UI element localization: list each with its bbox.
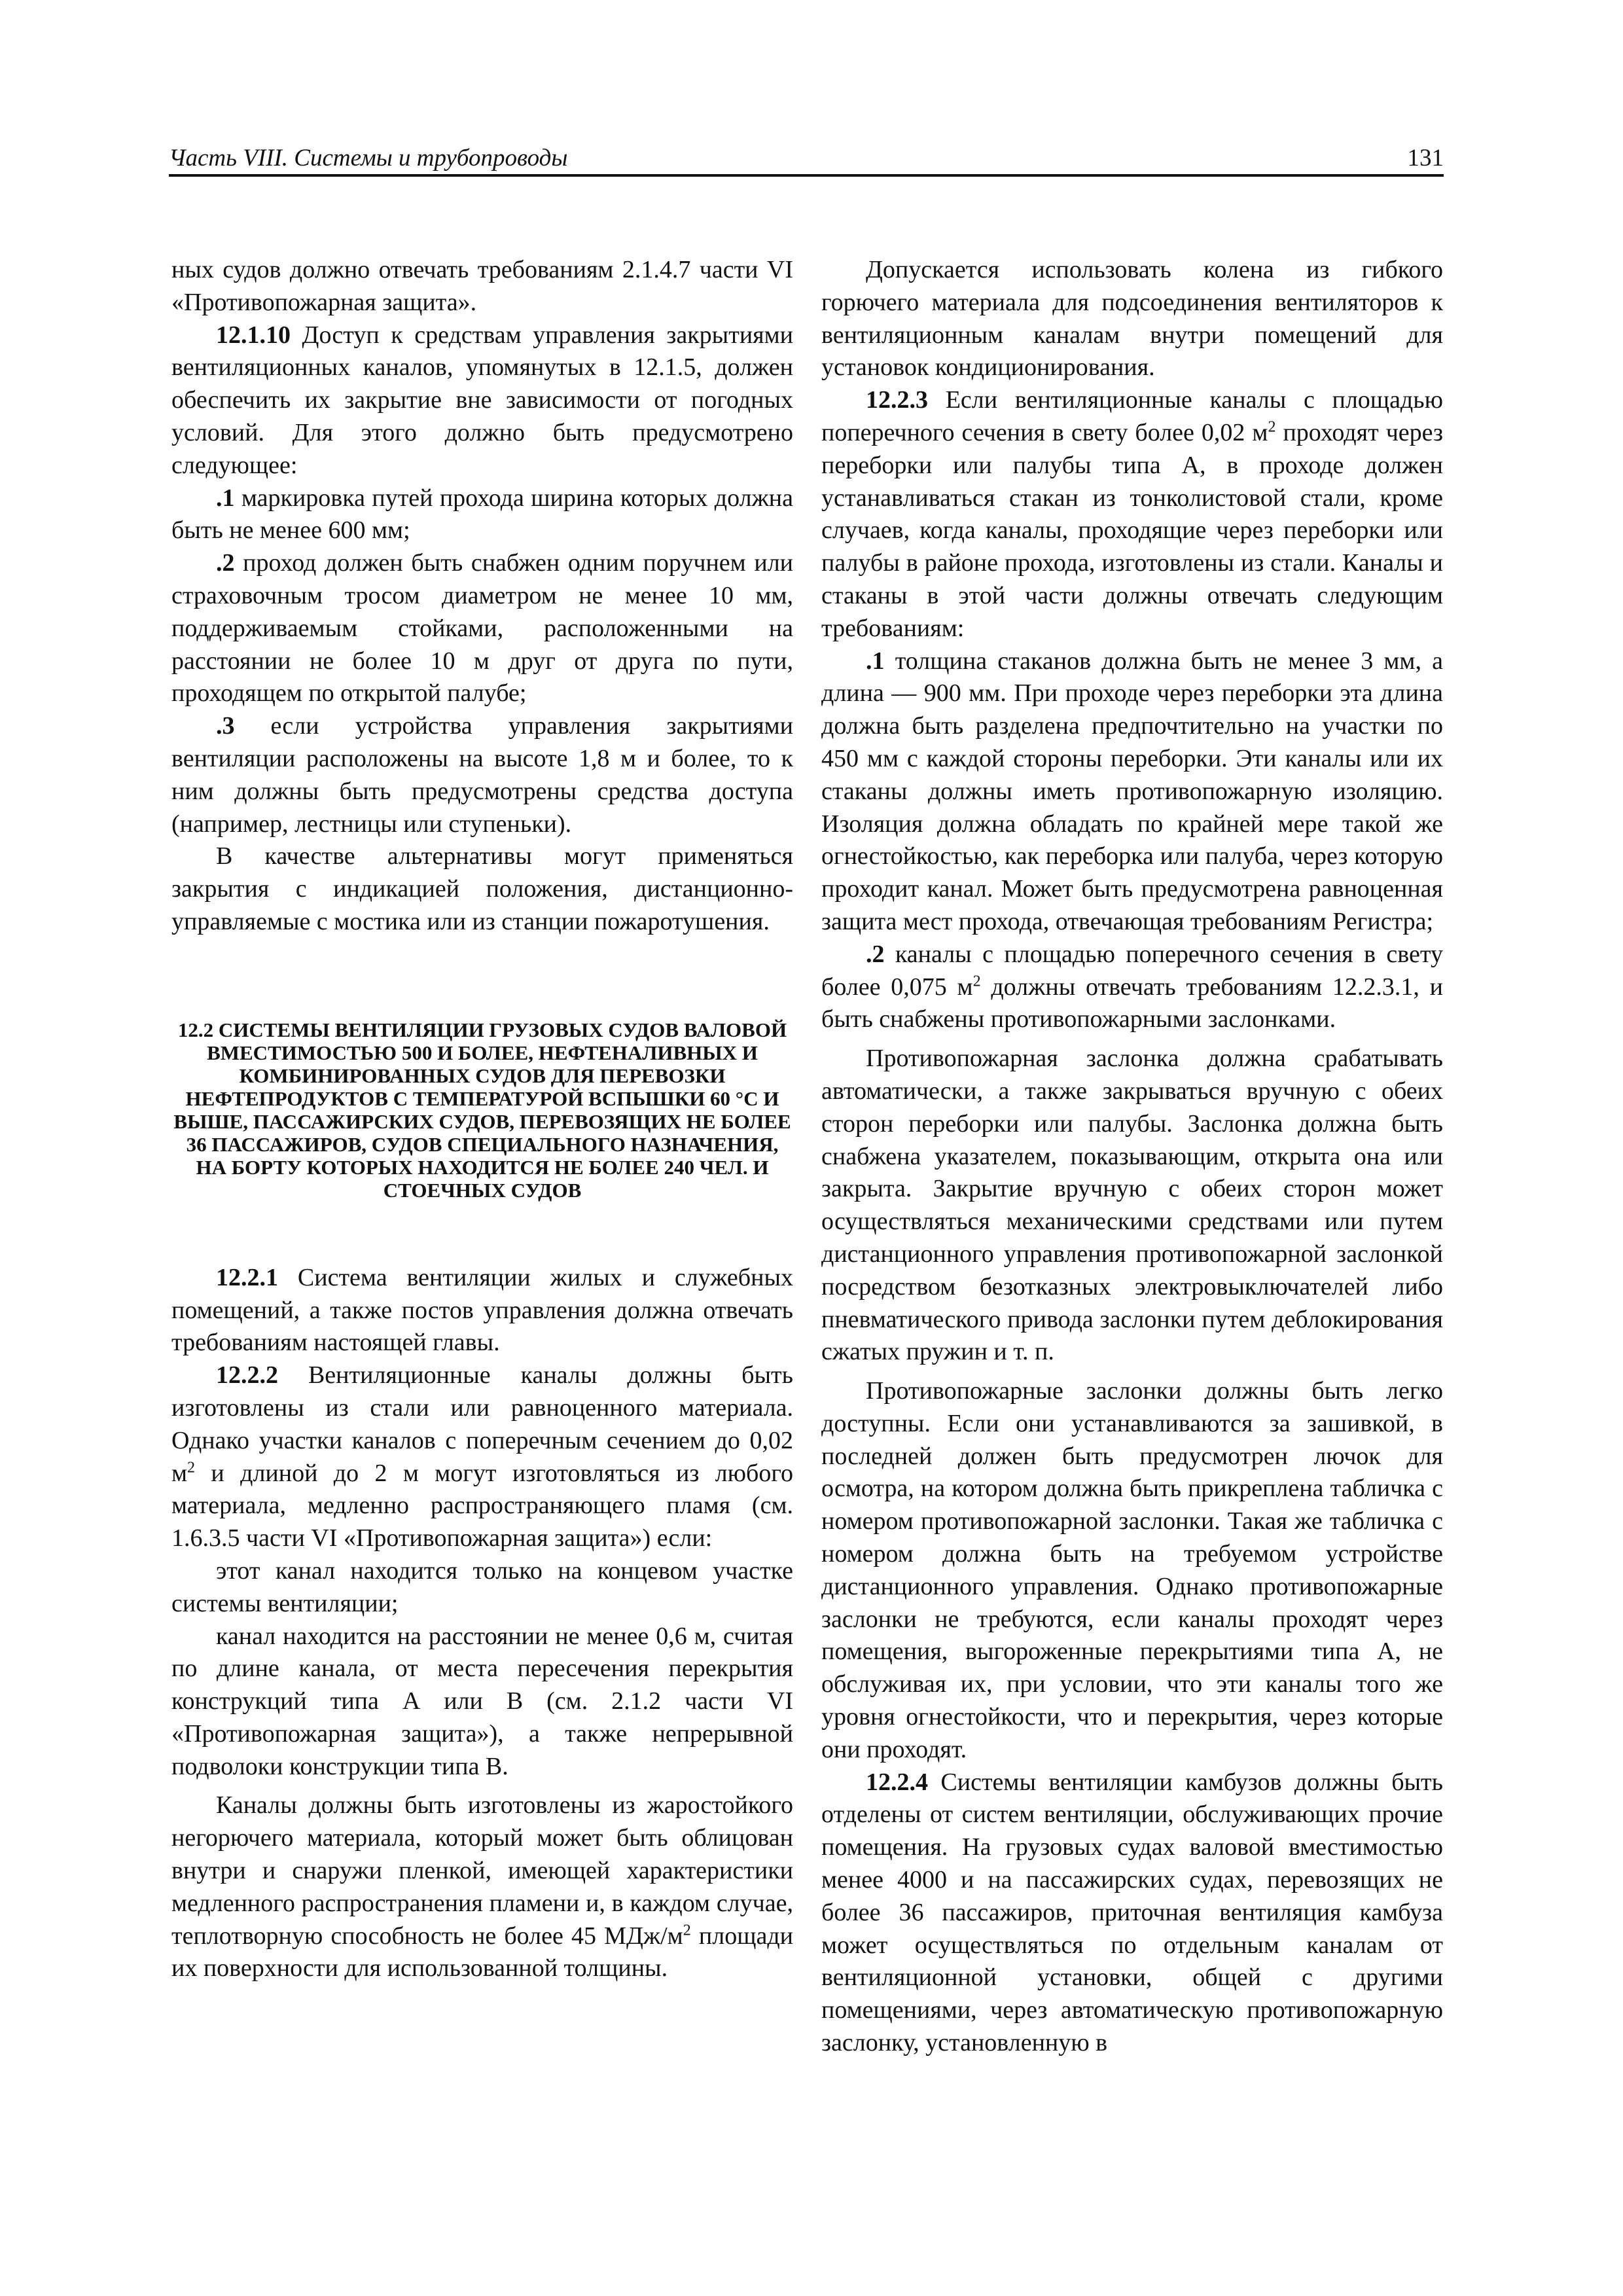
clause-number: 12.2.2: [216, 1361, 278, 1390]
paragraph-12-2-2: 12.2.2 Вентиляционные каналы должны быть изготовлены из стали или равноценного материала. Однако участки каналов с поперечным сечением до 0,02 $м^2$ и длиной до 2 м могут изготовляться из любого материала, медленно распространяющего пламя (см. 1.6.3.5 части VI «Противопожарная защита») если:: [171, 1361, 794, 1552]
running-title: Часть VIII. Системы и трубопроводы: [169, 145, 568, 171]
item-number: .2: [866, 940, 885, 968]
list-item-1: .1 маркировка путей прохода ширина которых должна быть не менее 600 мм;: [171, 484, 793, 545]
paragraph: Каналы должны быть изготовлены из жаростойкого негорючего материала, который может быть облицован внутри и снаружи пленкой, имеющей характеристики медленного распространения пламени и, в каждом случае, теплотворную способность не более 45 МДж/$м^2$ площади их поверхности для использованной толщины.: [171, 1791, 793, 1982]
clause-number: 12.2.3: [866, 386, 928, 414]
paragraph-12-2-4: 12.2.4 Системы вентиляции камбузов должны быть отделены от систем вентиляции, обслуживающих прочие помещения. На грузовых судах валовой вместимостью менее 4000 и на пассажирских судах, перевозящих не более 36 пассажиров, приточная вентиляция камбуза может осуществляться по отдельным каналам от вентиляционной установки, общей с другими помещениями, через автоматическую противопожарную заслонку, установленную в: [821, 1768, 1443, 2057]
left-column: [171, 254, 793, 1985]
paragraph-12-2-1: 12.2.1 Система вентиляции жилых и служебных помещений, а также постов управления должна отвечать требованиям настоящей главы.: [171, 1263, 793, 1357]
list-item-2: .2 проход должен быть снабжен одним поручнем или страховочным тросом диаметром не менее 10 мм, поддерживаемым стойками, расположенными на расстоянии не более 10 м друг от друга по пути, проходящем по открытой палубе;: [171, 549, 794, 708]
paragraph: Допускается использовать колена из гибкого горючего материала для подсоединения вентиляторов к вентиляционным каналам внутри помещений для установок кондиционирования.: [821, 256, 1443, 382]
paragraph-12-2-3: 12.2.3 Если вентиляционные каналы с площадью поперечного сечения в свету более 0,02 $м^2$ проходят через переборки или палубы типа А, в проходе должен устанавливаться стакан из тонколистовой стали, кроме случаев, когда каналы, проходящие через переборки или палубы в районе прохода, изготовлены из стали. Каналы и стаканы в этой части должны отвечать следующим требованиям:: [821, 386, 1444, 642]
item-number: .1: [216, 484, 235, 512]
page-header: [169, 145, 1444, 171]
page-number: 131: [1407, 145, 1444, 171]
header-rule: [169, 174, 1444, 177]
paragraph: В качестве альтернативы могут применяться закрытия с индикацией положения, дистанционно-управляемые с мостика или из станции пожаротушения.: [171, 842, 793, 935]
item-number: .3: [216, 712, 235, 740]
clause-number: 12.1.10: [216, 321, 291, 349]
paragraph: этот канал находится только на концевом участке системы вентиляции;: [171, 1556, 793, 1617]
list-item-3: .3 если устройства управления закрытиями вентиляции расположены на высоте 1,8 м и более, то к ним должны быть предусмотрены средства доступа (например, лестницы или ступеньки).: [171, 712, 794, 838]
right-column: [821, 254, 1443, 2060]
paragraph: ных судов должно отвечать требованиям 2.1.4.7 части VI «Противопожарная защита».: [171, 256, 793, 316]
item-number: .2: [216, 549, 235, 577]
clause-number: 12.2.1: [216, 1263, 278, 1291]
paragraph-12-1-10: 12.1.10 Доступ к средствам управления закрытиями вентиляционных каналов, упомянутых в 12.1.5, должен обеспечить их закрытие вне зависимости от погодных условий. Для этого должно быть предусмотрено следующее:: [171, 321, 794, 479]
list-item-2: .2 каналы с площадью поперечного сечения в свету более 0,075 $м^2$ должны отвечать требованиям 12.2.3.1, и быть снабжены противопожарными заслонками.: [821, 940, 1443, 1033]
paragraph: Противопожарная заслонка должна срабатывать автоматически, а также закрываться вручную с обеих сторон переборки или палубы. Заслонка должна быть снабжена указателем, показывающим, открыта она или закрыта. Закрытие вручную с обеих сторон может осуществляться механическими средствами или путем дистанционного управления противопожарной заслонкой посредством безотказных электровыключателей либо пневматического привода заслонки путем деблокирования сжатых пружин и т. п.: [821, 1045, 1443, 1366]
list-item-1: .1 толщина стаканов должна быть не менее 3 мм, а длина — 900 мм. При проходе через переборки эта длина должна быть разделена предпочтительно на участки по 450 мм с каждой стороны переборки. Эти каналы или их стаканы должны иметь противопожарную изоляцию. Изоляция должна обладать по крайней мере такой же огнестойкостью, как переборка или палуба, через которую проходит канал. Может быть предусмотрена равноценная защита мест прохода, отвечающая требованиям Регистра;: [821, 647, 1444, 935]
section-heading-12-2: 12.2 СИСТЕМЫ ВЕНТИЛЯЦИИ ГРУЗОВЫХ СУДОВ ВАЛОВОЙ ВМЕСТИМОСТЬЮ 500 И БОЛЕЕ, НЕФТЕНАЛИВНЫХ И КОМБИНИРОВАННЫХ СУДОВ ДЛЯ ПЕРЕВОЗКИ НЕФТЕПРОДУКТОВ С ТЕМПЕРАТУРОЙ ВСПЫШКИ 60 °С И ВЫШЕ, ПАССАЖИРСКИХ СУДОВ, ПЕРЕВОЗЯЩИХ НЕ БОЛЕЕ 36 ПАССАЖИРОВ, СУДОВ СПЕЦИАЛЬНОГО НАЗНАЧЕНИЯ, НА БОРТУ КОТОРЫХ НАХОДИТСЯ НЕ БОЛЕЕ 240 ЧЕЛ. И СТОЕЧНЫХ СУДОВ: [173, 1018, 791, 1202]
paragraph: Противопожарные заслонки должны быть легко доступны. Если они устанавливаются за зашивкой, в последней должен быть предусмотрен лючок для осмотра, на котором должна быть прикреплена табличка с номером противопожарной заслонки. Такая же табличка с номером должна быть на требуемом устройстве дистанционного управления. Однако противопожарные заслонки не требуются, если каналы проходят через помещения, выгороженные перекрытиями типа А, не обслуживая их, при условии, что эти каналы того же уровня огнестойкости, что и перекрытия, через которые они проходят.: [821, 1377, 1443, 1763]
item-number: .1: [866, 647, 885, 675]
paragraph: канал находится на расстоянии не менее 0,6 м, считая по длине канала, от места пересечения перекрытия конструкций типа А или В (см. 2.1.2 части VI «Противопожарная защита»), а также непрерывной подволоки конструкции типа В.: [171, 1622, 793, 1780]
clause-number: 12.2.4: [866, 1768, 928, 1796]
